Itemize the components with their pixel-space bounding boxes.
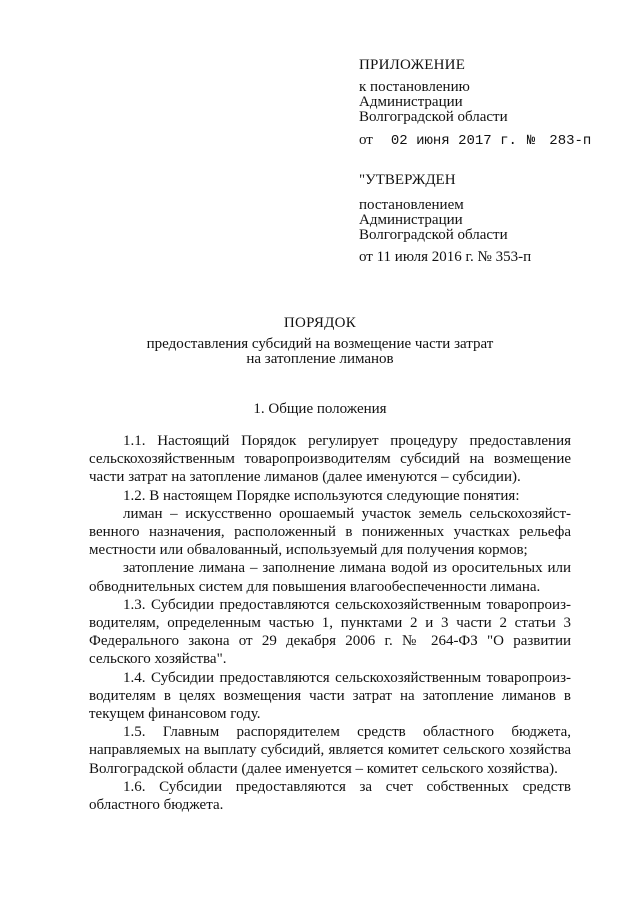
appendix-addressee (359, 80, 619, 125)
paragraph: 1.5. Главным распорядителем средств областного бюджета, направляемых на выплату субсидий, является комитет сельского хозяйства Волгоградской области (далее именуется – комитет сельского хозяйства). (89, 724, 571, 777)
approved-line: Волгоградской области (359, 227, 508, 243)
paragraph: 1.2. В настоящем Порядке используются следующие понятия: (123, 487, 520, 504)
paragraph: затопление лимана – заполнение лимана водой из оросительных или обводнительных систем для повышения влагообеспеченности лимана. (89, 560, 571, 595)
approved-by (359, 198, 619, 243)
appendix-title: ПРИЛОЖЕНИЕ (359, 57, 466, 73)
paragraph: 1.4. Субсидии предоставляются сельскохозяйственным товаропроиз-водителям в целях возмещения части затрат на затопление лиманов в текущем финансовом году. (89, 669, 571, 723)
order-number: 283-п (549, 133, 592, 149)
document-subtitle (0, 337, 640, 367)
document-title: ПОРЯДОК (283, 315, 357, 331)
approved-line: Администрации (359, 212, 463, 228)
subtitle-line: предоставления субсидий на возмещение части затрат (146, 336, 494, 352)
paragraph: 1.3. Субсидии предоставляются сельскохозяйственным товаропроиз-водителям, определенным частью 1, пунктами 2 и 3 части 2 статьи 3 Федерального закона от 29 декабря 2006 г. № 264-ФЗ "О развитии сельского хозяйства". (89, 596, 571, 668)
order-from-label: от (359, 132, 373, 148)
appendix-line: Администрации (359, 94, 463, 110)
document-body (89, 432, 571, 814)
subtitle-line: на затопление лиманов (246, 351, 394, 367)
order-reference (359, 133, 619, 149)
section-heading: 1. Общие положения (253, 401, 387, 417)
order-date: 02 июня 2017 г. (390, 133, 517, 149)
paragraph: 1.1. Настоящий Порядок регулирует процедуру предоставления сельскохозяйственным товаропроизводителям субсидий на возмещение части затрат на затопление лиманов (далее именуются – субсидии). (89, 433, 571, 486)
appendix-line: к постановлению (359, 79, 470, 95)
paragraph: лиман – искусственно орошаемый участок земель сельскохозяйст-венного назначения, расположенный в пониженных участках рельефа местности или обвалованный, используемый для получения кормов; (89, 505, 571, 559)
approved-title: "УТВЕРЖДЕН (359, 172, 456, 188)
order-number-sign: № (526, 133, 536, 149)
approved-date: от 11 июля 2016 г. № 353-п (359, 249, 532, 265)
approved-line: постановлением (359, 197, 464, 213)
appendix-line: Волгоградской области (359, 109, 508, 125)
paragraph: 1.6. Субсидии предоставляются за счет собственных средств областного бюджета. (89, 778, 571, 814)
